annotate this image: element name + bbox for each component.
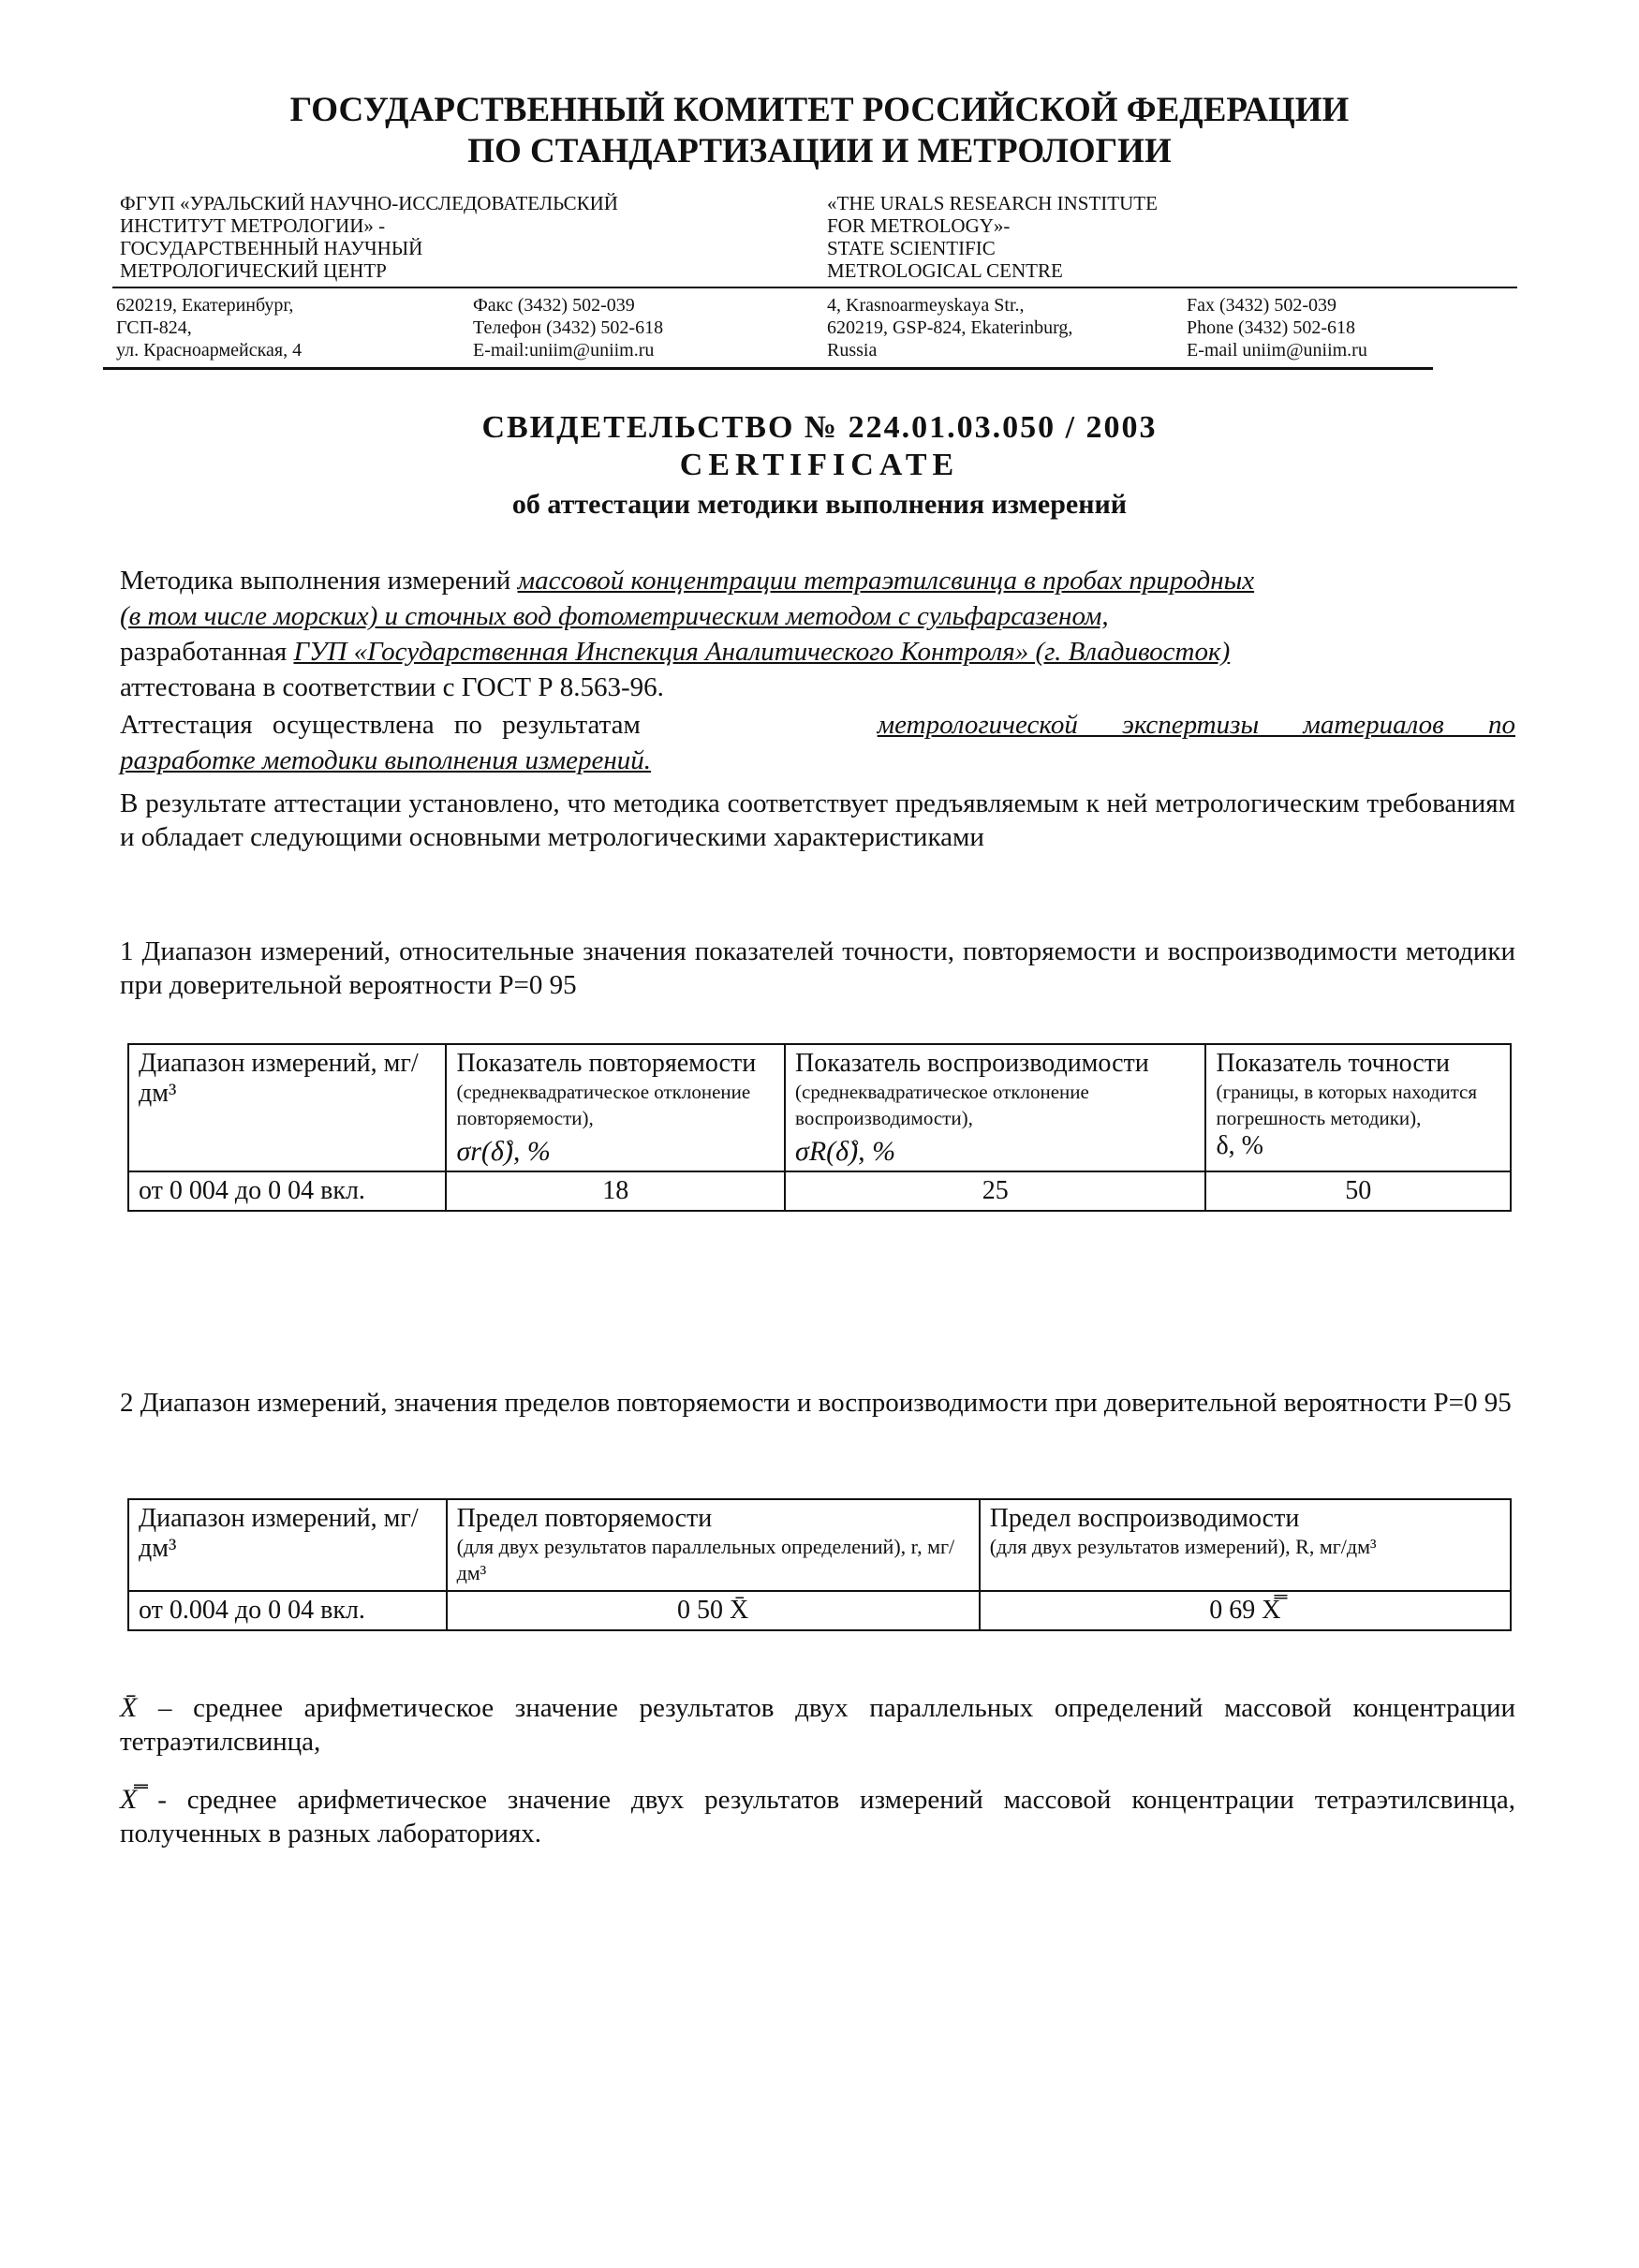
delta-symbol: δ, % [1216,1131,1263,1160]
header-cell-range [128,1499,447,1591]
header-divider-bottom [103,367,1433,370]
paragraph-method-line3 [120,635,1515,669]
contact-line: E-mail uniim@uniim.ru [1187,340,1367,361]
committee-title-line1: ГОСУДАРСТВЕННЫЙ КОМИТЕТ РОССИЙСКОЙ ФЕДЕРАЦИИ [289,91,1350,129]
section-2-heading: 2 Диапазон измерений, значения пределов повторяемости и воспроизводимости при доверительной вероятности Р=0 95 [120,1388,1512,1418]
address-line: ГСП-824, [116,317,192,338]
header-cell-repeatability [446,1044,785,1171]
xdbar-symbol: X̿ [120,1784,138,1815]
header-cell-reproducibility [785,1044,1205,1171]
cell-repeatability-limit-value: 0 50 X̄ [447,1591,980,1630]
address-line: ул. Красноармейская, 4 [116,340,303,361]
contact-line: Телефон (3432) 502-618 [473,317,664,338]
org-ru-line: ФГУП «УРАЛЬСКИЙ НАУЧНО-ИССЛЕДОВАТЕЛЬСКИЙ [120,192,618,214]
header-title: Показатель воспроизводимости [795,1049,1149,1078]
address-line: 620219, GSP-824, Ekaterinburg, [827,317,1073,338]
table-limits [127,1498,1512,1631]
address-line: Russia [827,340,878,361]
cell-reproducibility-limit-value: 0 69 X̿ [980,1591,1511,1630]
org-en-line: FOR METROLOGY»- [827,214,1011,237]
org-ru-line: МЕТРОЛОГИЧЕСКИЙ ЦЕНТР [120,259,387,282]
cell-accuracy-value: 50 [1205,1171,1511,1211]
contact-line: E-mail:uniim@uniim.ru [473,340,655,361]
contact-line: Phone (3432) 502-618 [1187,317,1355,338]
contacts-ru [473,294,810,361]
org-name-ru [120,192,719,282]
header-range-title: Диапазон измерений, мг/дм³ [139,1049,419,1108]
contact-line: Факс (3432) 502-039 [473,295,635,316]
org-ru-line: ИНСТИТУТ МЕТРОЛОГИИ» - [120,214,386,237]
header-description: (среднеквадратическое отклонение воспроизводимости), [795,1081,1089,1129]
org-ru-line: ГОСУДАРСТВЕННЫЙ НАУЧНЫЙ [120,237,423,259]
method-subject: массовой концентрации тетраэтилсвинца в пробах природных [517,566,1255,596]
org-en-line: STATE SCIENTIFIC [827,237,996,259]
header-description: (для двух результатов измерений), R, мг/дм³ [989,1535,1377,1558]
note-text: - среднее арифметическое значение двух результатов измерений массовой концентрации тетраэтилсвинца, полученных в разных лабораториях. [120,1785,1515,1848]
sigma-R-symbol: σR(δ̊), % [795,1136,896,1167]
certificate-subtitle: об аттестации методики выполнения измерений [511,489,1128,520]
sigma-r-symbol: σr(δ̊), % [456,1136,551,1167]
cell-repeatability-value: 18 [446,1171,785,1211]
method-subject-cont: (в том числе морских) и сточных вод фотометрическим методом с сульфарсазеном, [120,601,1109,631]
table-precision-indicators [127,1043,1512,1212]
address-line: 620219, Екатеринбург, [116,295,294,316]
header-title: Предел воспроизводимости [989,1504,1300,1533]
contact-line: Fax (3432) 502-039 [1187,295,1336,316]
section-1-heading: 1 Диапазон измерений, относительные значения показателей точности, повторяемости и воспроизводимости методики при доверительной вероятности Р=0 95 [120,936,1515,1000]
header-description: (среднеквадратическое отклонение повторяемости), [456,1081,751,1129]
paragraph-attestation-line2 [120,744,1515,777]
address-line: 4, Krasnoarmeyskaya Str., [827,295,1025,316]
cell-range: от 0 004 до 0 04 вкл. [128,1171,446,1211]
address-ru [116,294,453,361]
paragraph-method-line2 [120,599,1515,633]
table-row [128,1171,1511,1211]
paragraph-attestation-line1 [120,708,1515,742]
developer-org: ГУП «Государственная Инспекция Аналитического Контроля» (г. Владивосток) [293,637,1231,667]
header-cell-accuracy [1205,1044,1511,1171]
note-text: – среднее арифметическое значение результатов двух параллельных определений массовой концентрации тетраэтилсвинца, [120,1693,1515,1757]
header-title: Предел повторяемости [456,1504,713,1533]
xbar-symbol: X̄ [120,1692,138,1723]
header-cell-range [128,1044,446,1171]
committee-title-line2: ПО СТАНДАРТИЗАЦИИ И МЕТРОЛОГИИ [467,132,1172,170]
table-header-row [128,1499,1511,1591]
header-cell-repeatability-limit [447,1499,980,1591]
header-divider-top [112,287,1517,288]
table-row [128,1591,1511,1630]
header-range-title: Диапазон измерений, мг/дм³ [139,1504,419,1563]
header-cell-reproducibility-limit [980,1499,1511,1591]
cell-reproducibility-value: 25 [785,1171,1205,1211]
address-en [827,294,1183,361]
note-xbar [120,1691,1515,1759]
header-description: (для двух результатов параллельных определений), r, мг/дм³ [456,1535,955,1584]
org-en-line: «THE URALS RESEARCH INSTITUTE [827,192,1158,214]
text: разработанная [120,637,288,667]
certificate-number: СВИДЕТЕЛЬСТВО № 224.01.03.050 / 2003 [481,410,1158,445]
paragraph-result: В результате аттестации установлено, что методика соответствует предъявляемым к ней метрологическим требованиям и обладает следующими основными метрологическими характеристиками [120,788,1515,852]
certificate-english-title: CERTIFICATE [679,448,960,482]
paragraph-method-line4: аттестована в соответствии с ГОСТ Р 8.563-96. [120,672,664,702]
org-name-en [827,192,1426,282]
cell-range: от 0.004 до 0 04 вкл. [128,1591,447,1630]
header-description: (границы, в которых находится погрешность методики), [1216,1081,1477,1129]
contacts-en [1187,294,1524,361]
note-xdbar [120,1783,1515,1850]
text: Методика выполнения измерений [120,566,511,596]
attestation-basis: метрологической экспертизы материалов по [877,710,1515,740]
header-title: Показатель точности [1216,1049,1451,1078]
attestation-basis-cont: разработке методики выполнения измерений. [120,745,651,775]
text: Аттестация осуществлена по результатам [120,710,641,740]
table-header-row [128,1044,1511,1171]
org-en-line: METROLOGICAL CENTRE [827,259,1063,282]
header-title: Показатель повторяемости [456,1049,757,1078]
paragraph-method-line1 [120,564,1515,597]
